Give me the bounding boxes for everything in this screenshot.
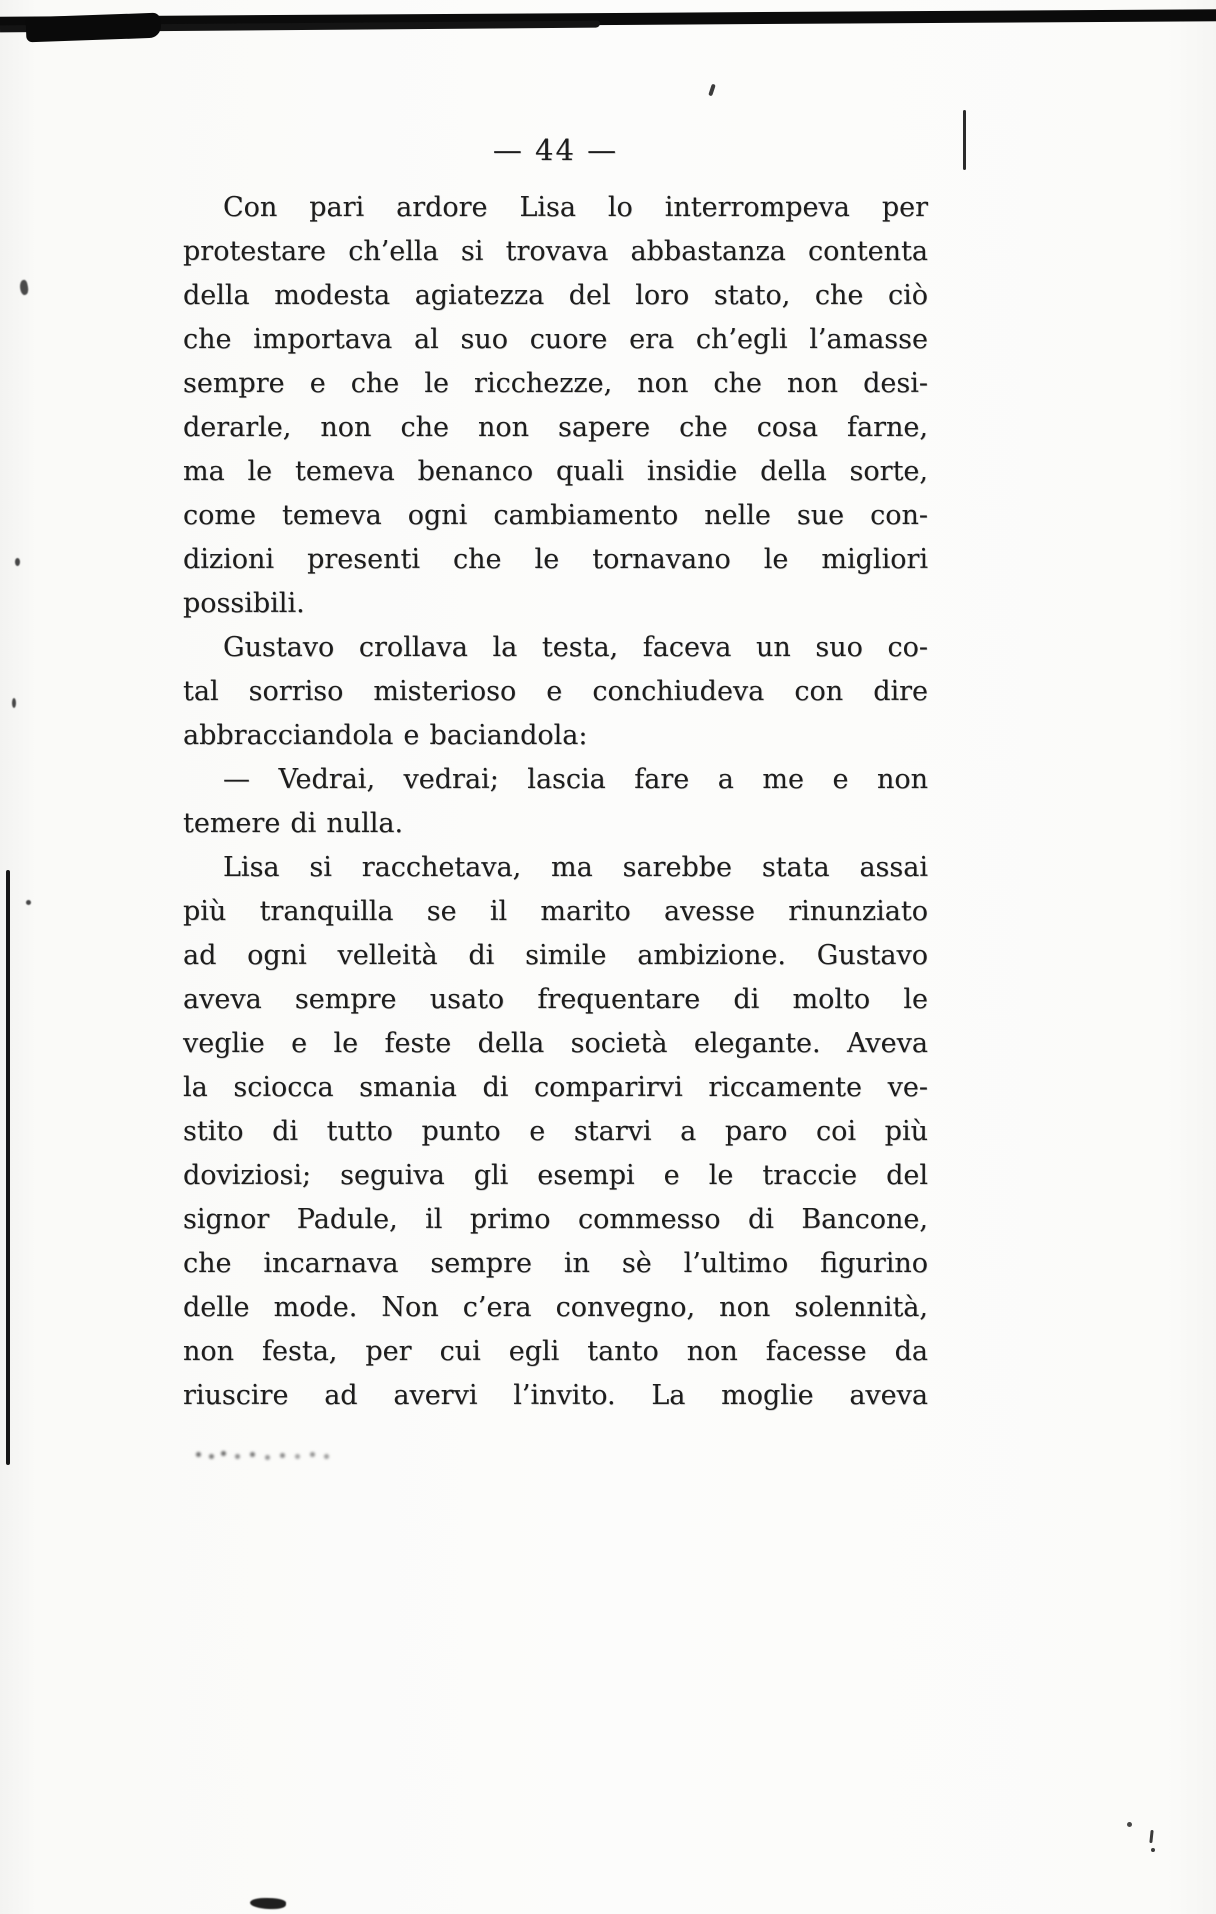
scan-artifact-top-ink-blob: [26, 13, 162, 43]
text-line: riuscire ad avervi l’invito. La moglie aveva: [183, 1380, 928, 1411]
scan-artifact-top-bar-shadow: [0, 21, 600, 33]
scan-artifact-speck: [26, 900, 31, 905]
text-line: ad ogni velleità di simile ambizione. Gustavo: [183, 940, 928, 971]
scan-artifact-speck: [12, 698, 16, 708]
scan-artifact-bottom-ink-blob: [250, 1897, 286, 1909]
text-line: come temeva ogni cambiamento nelle sue con-: [183, 500, 928, 531]
scan-artifact-right-margin-line: [963, 110, 966, 170]
paragraph: [183, 846, 928, 1418]
text-line: la sciocca smania di comparirvi riccamente ve-: [183, 1072, 928, 1103]
text-line: Con pari ardore Lisa lo interrompeva per: [223, 192, 928, 223]
paragraph: [183, 186, 928, 626]
text-line: aveva sempre usato frequentare di molto le: [183, 984, 928, 1015]
scan-artifact-bottom-smudge: [196, 1452, 201, 1457]
text-line: signor Padule, il primo commesso di Bancone,: [183, 1204, 928, 1235]
scan-artifact-mark: [1151, 1848, 1155, 1852]
text-line: — Vedrai, vedrai; lascia fare a me e non: [223, 764, 928, 795]
text-line: dizioni presenti che le tornavano le migliori: [183, 544, 928, 575]
scan-artifact-left-binding-line: [6, 870, 10, 1465]
text-line: delle mode. Non c’era convegno, non solennità,: [183, 1292, 928, 1323]
text-line: non festa, per cui egli tanto non facesse da: [183, 1336, 928, 1367]
page-number: — 44 —: [492, 133, 619, 167]
text-line: temere di nulla.: [183, 808, 404, 839]
scan-artifact-margin-squiggle: [19, 279, 30, 295]
scan-artifact-speck: [1127, 1822, 1132, 1827]
text-line: che incarnava sempre in sè l’ultimo figurino: [183, 1248, 928, 1279]
text-line: Lisa si racchetava, ma sarebbe stata assai: [223, 852, 928, 883]
text-line: stito di tutto punto e starvi a paro coi più: [183, 1116, 928, 1147]
text-line: veglie e le feste della società elegante. Aveva: [183, 1028, 928, 1059]
paragraph: [183, 626, 928, 758]
text-line: abbracciandola e baciandola:: [183, 720, 588, 751]
scan-artifact-mark: [1149, 1830, 1153, 1843]
scan-artifact-tick-mark: [708, 84, 716, 97]
text-line: tal sorriso misterioso e conchiudeva con dire: [183, 676, 928, 707]
text-line: Gustavo crollava la testa, faceva un suo co-: [223, 632, 928, 663]
text-line: possibili.: [183, 588, 305, 619]
text-line: ma le temeva benanco quali insidie della sorte,: [183, 456, 928, 487]
text-line: protestare ch’ella si trovava abbastanza contenta: [183, 236, 928, 267]
page-content: [183, 128, 928, 1418]
text-line: sempre e che le ricchezze, non che non desi-: [183, 368, 928, 399]
scan-artifact-top-bar: [0, 9, 1216, 28]
text-line: più tranquilla se il marito avesse rinunziato: [183, 896, 928, 927]
text-line: della modesta agiatezza del loro stato, che ciò: [183, 280, 928, 311]
text-line: derarle, non che non sapere che cosa farne,: [183, 412, 928, 443]
paragraph-dialogue: [183, 758, 928, 846]
text-line: doviziosi; seguiva gli esempi e le traccie del: [183, 1160, 928, 1191]
scan-artifact-speck: [15, 558, 20, 566]
text-line: che importava al suo cuore era ch’egli l’amasse: [183, 324, 928, 355]
